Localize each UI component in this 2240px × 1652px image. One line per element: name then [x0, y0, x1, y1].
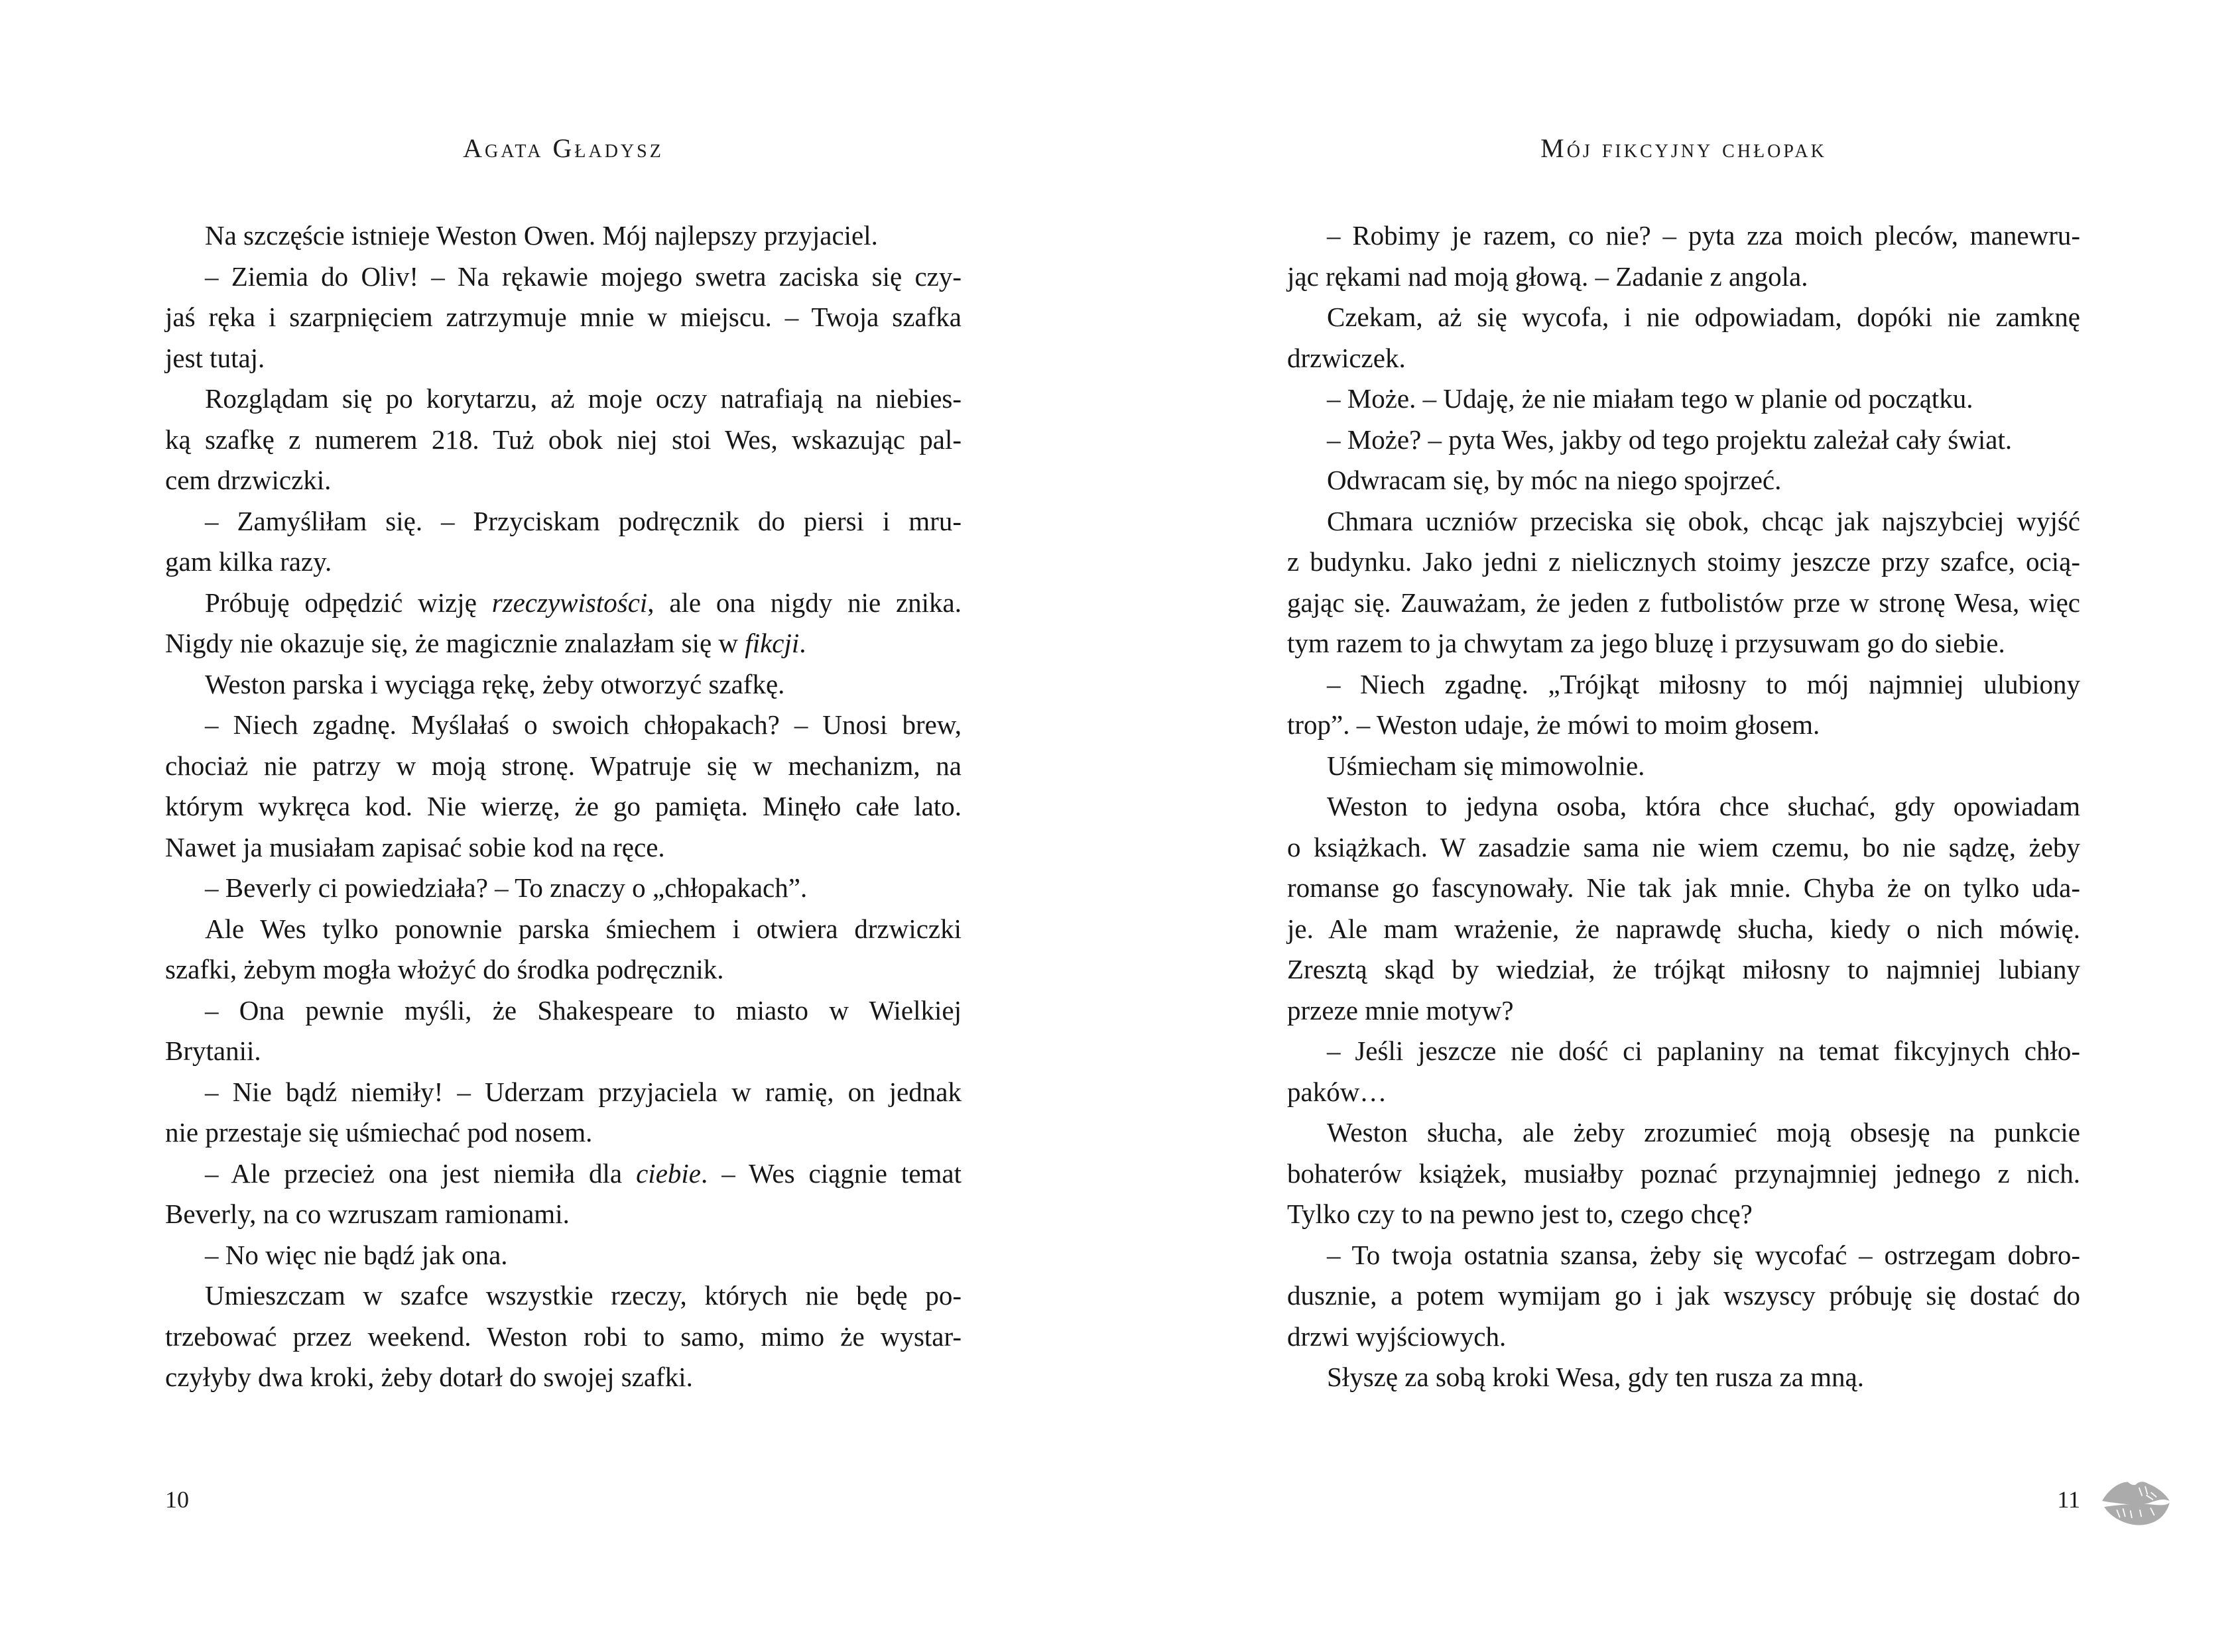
- text-line: z budynku. Jako jedni z nielicznych stoimy jeszcze przy szafce, ocią-: [1287, 546, 2080, 577]
- text-line: – Niech zgadnę. „Trójkąt miłosny to mój najmniej ulubiony: [1327, 668, 2080, 699]
- text-line: przeze mnie motyw?: [1287, 994, 1514, 1026]
- text-line: – Nie bądź niemiły! – Uderzam przyjaciela w ramię, on jednak: [205, 1076, 962, 1107]
- page-number-right: 11: [2057, 1486, 2080, 1513]
- text-line: – Ale przecież ona jest niemiła dla ciebie. – Wes ciągnie temat: [205, 1157, 962, 1189]
- text-line: – Ona pewnie myśli, że Shakespeare to miasto w Wielkiej: [205, 994, 962, 1026]
- text-line: Weston to jedyna osoba, która chce słuchać, gdy opowiadam: [1327, 791, 2080, 821]
- text-line: gam kilka razy.: [165, 546, 332, 577]
- text-line: o książkach. W zasadzie sama nie wiem czemu, bo nie sądzę, żeby: [1287, 831, 2080, 862]
- text-line: Weston słucha, ale żeby zrozumieć moją obsesję na punkcie: [1327, 1117, 2080, 1148]
- text-line: – Może. – Udaję, że nie miałam tego w planie od początku.: [1327, 383, 1973, 414]
- text-line: Uśmiecham się mimowolnie.: [1327, 750, 1645, 781]
- text-line: dusznie, a potem wymijam go i jak wszyscy próbuję się dostać do: [1287, 1280, 2080, 1311]
- text-line: Czekam, aż się wycofa, i nie odpowiadam, dopóki nie zamknę: [1327, 302, 2080, 332]
- text-line: Chmara uczniów przeciska się obok, chcąc jak najszybciej wyjść: [1327, 505, 2080, 536]
- right-page-text-column: [1287, 215, 2080, 1398]
- text-line: jest tutaj.: [165, 342, 265, 373]
- text-line: nie przestaje się uśmiechać pod nosem.: [165, 1117, 593, 1148]
- text-line: Zresztą skąd by wiedział, że trójkąt miłosny to najmniej lubiany: [1287, 954, 2080, 984]
- text-line: cem drzwiczki.: [165, 465, 332, 495]
- text-line: – Może? – pyta Wes, jakby od tego projektu zależał cały świat.: [1327, 424, 2013, 455]
- text-line: romanse go fascynowały. Nie tak jak mnie. Chyba że on tylko uda-: [1287, 872, 2080, 903]
- text-line: – Jeśli jeszcze nie dość ci paplaniny na temat fikcyjnych chło-: [1327, 1035, 2080, 1066]
- text-line: je. Ale mam wrażenie, że naprawdę słucha, kiedy o nich mówię.: [1287, 913, 2080, 944]
- text-line: Nigdy nie okazuje się, że magicznie znalazłam się w fikcji.: [165, 628, 806, 658]
- text-line: drzwi wyjściowych.: [1287, 1321, 1507, 1352]
- text-line: Nawet ja musiałam zapisać sobie kod na ręce.: [165, 831, 665, 862]
- text-line: Beverly, na co wzruszam ramionami.: [165, 1199, 570, 1229]
- text-line: gając się. Zauważam, że jeden z futbolistów prze w stronę Wesa, więc: [1287, 587, 2080, 618]
- text-line: trop”. – Weston udaje, że mówi to moim głosem.: [1287, 709, 1820, 740]
- text-line: chociaż nie patrzy w moją stronę. Wpatruje się w mechanizm, na: [165, 750, 962, 781]
- lips-shape: [2102, 1482, 2170, 1525]
- text-line: bohaterów książek, musiałby poznać przynajmniej jednego z nich.: [1287, 1157, 2080, 1189]
- text-line: trzebować przez weekend. Weston robi to samo, mimo że wystar-: [165, 1321, 962, 1352]
- text-line: – Zamyśliłam się. – Przyciskam podręcznik do piersi i mru-: [205, 505, 962, 536]
- text-line: – Beverly ci powiedziała? – To znaczy o „chłopakach”.: [205, 872, 808, 903]
- text-line: którym wykręca kod. Nie wierzę, że go pamięta. Minęło całe lato.: [165, 791, 962, 821]
- text-line: Weston parska i wyciąga rękę, żeby otworzyć szafkę.: [205, 668, 785, 699]
- text-line: ką szafkę z numerem 218. Tuż obok niej stoi Wes, wskazując pal-: [165, 424, 962, 455]
- lips-kiss-icon: [2098, 1473, 2178, 1533]
- text-line: – Robimy je razem, co nie? – pyta zza moich pleców, manewru-: [1327, 220, 2080, 251]
- page-number-left: 10: [165, 1486, 189, 1513]
- text-line: szafki, żebym mogła włożyć do środka podręcznik.: [165, 954, 724, 984]
- running-header-author: Agata Gładysz: [463, 133, 664, 163]
- text-line: Brytanii.: [165, 1035, 261, 1066]
- text-line: – To twoja ostatnia szansa, żeby się wycofać – ostrzegam dobro-: [1327, 1239, 2080, 1270]
- running-header-title: Mój fikcyjny chłopak: [1540, 133, 1827, 163]
- text-line: jaś ręka i szarpnięciem zatrzymuje mnie w miejscu. – Twoja szafka: [165, 302, 962, 332]
- text-line: Umieszczam w szafce wszystkie rzeczy, których nie będę po-: [205, 1280, 962, 1311]
- text-line: Rozglądam się po korytarzu, aż moje oczy natrafiają na niebies-: [205, 383, 962, 414]
- text-line: paków…: [1287, 1076, 1387, 1107]
- text-line: Tylko czy to na pewno jest to, czego chcę?: [1287, 1199, 1753, 1229]
- text-line: Ale Wes tylko ponownie parska śmiechem i otwiera drzwiczki: [205, 913, 962, 944]
- text-line: czyłyby dwa kroki, żeby dotarł do swojej szafki.: [165, 1362, 693, 1392]
- text-line: jąc rękami nad moją głową. – Zadanie z angola.: [1287, 261, 1808, 292]
- text-line: Odwracam się, by móc na niego spojrzeć.: [1327, 465, 1782, 495]
- text-line: tym razem to ja chwytam za jego bluzę i przysuwam go do siebie.: [1287, 628, 2005, 658]
- text-line: – No więc nie bądź jak ona.: [205, 1239, 508, 1270]
- left-page-text-column: [165, 215, 962, 1398]
- text-line: – Niech zgadnę. Myślałaś o swoich chłopakach? – Unosi brew,: [205, 709, 962, 740]
- text-line: Na szczęście istnieje Weston Owen. Mój najlepszy przyjaciel.: [205, 220, 878, 251]
- text-line: drzwiczek.: [1287, 342, 1406, 373]
- text-line: – Ziemia do Oliv! – Na rękawie mojego swetra zaciska się czy-: [205, 261, 962, 292]
- text-line: Słyszę za sobą kroki Wesa, gdy ten rusza za mną.: [1327, 1362, 1864, 1392]
- text-line: Próbuję odpędzić wizję rzeczywistości, ale ona nigdy nie znika.: [205, 587, 962, 618]
